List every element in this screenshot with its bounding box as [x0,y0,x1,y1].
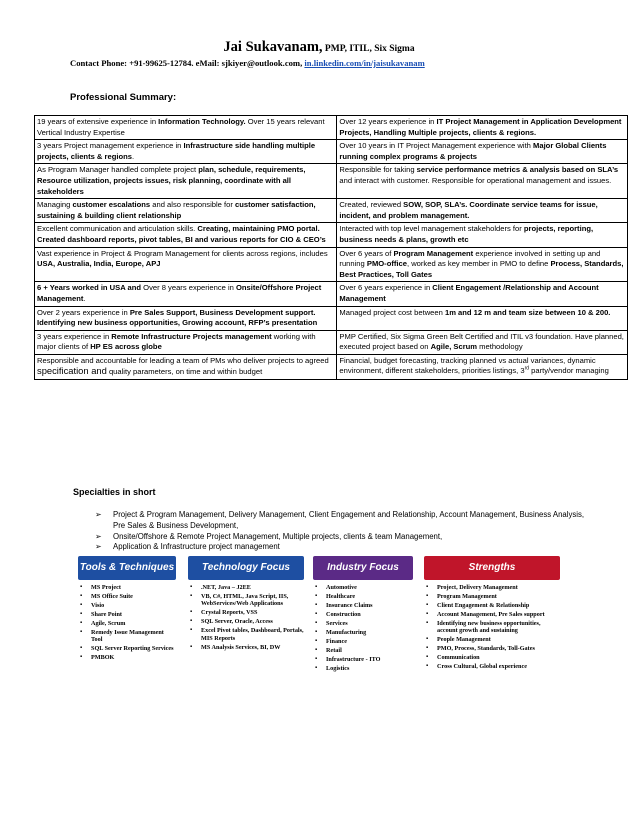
box-header: Strengths [424,556,560,580]
tools-box [78,556,176,663]
square-bullet-icon: ▪ [426,663,429,670]
summary-cell-right [337,306,628,330]
box-item-text: MS Office Suite [91,593,133,600]
cell-text: Managing [37,200,73,210]
summary-cell-right [337,164,628,199]
arrow-bullet-icon: ➢ [95,510,102,519]
summary-table [34,115,628,380]
box-item [313,611,413,618]
summary-cell-left [35,330,337,354]
summary-row [35,116,628,140]
box-header: Tools & Techniques [78,556,176,580]
candidate-name: Jai Sukavanam, [223,39,323,55]
box-item [424,620,560,635]
cell-text: 3 years experience in [37,331,112,341]
cell-text: HP ES across globe [90,342,162,352]
box-item-text: Remedy Issue Management Tool [91,629,164,644]
square-bullet-icon: ▪ [80,602,83,608]
box-item [78,611,176,618]
box-item [313,584,413,591]
box-item-list [313,584,413,672]
box-item-text: .NET, Java – J2EE [201,584,251,591]
box-item [313,647,413,654]
box-item [188,644,304,651]
box-item [313,638,413,645]
box-item-text: Services [326,620,348,627]
box-item [188,584,304,591]
cell-text: customer escalations [72,200,151,210]
summary-cell-left [35,116,337,140]
box-item-text: Crystal Reports, VSS [201,609,258,617]
box-item-text: SQL Server Reporting Services [91,645,174,653]
summary-row [35,247,628,282]
cell-text: Pre Sales Support, Business Development support. Identifying new business opportunities, Growing account, RFP’s presentation [37,307,318,328]
box-item [78,629,176,644]
cell-text: projects, reporting, business needs & plans, growth etc [339,224,594,244]
box-item [424,654,560,661]
skill-boxes [78,556,624,736]
summary-cell-right [337,140,628,164]
cell-text: Infrastructure side handling multiple projects, clients & regions [37,141,316,161]
cell-text: 19 years of extensive experience in [37,117,159,126]
industry-box [313,556,413,674]
box-item [78,602,176,609]
cell-text: and interact with customer. Responsible for operational management and issues. [339,175,612,185]
cell-text: rd [524,365,530,372]
specialty-text: Onsite/Offshore & Remote Project Management, Multiple projects, clients & team Management, [113,531,443,541]
square-bullet-icon: ▪ [426,611,429,617]
summary-cell-right [337,282,628,306]
summary-row [35,282,628,306]
box-item-list [78,584,176,662]
box-item [313,593,413,600]
box-item [188,609,304,616]
cell-text: Major Global Clients running complex programs & projects [339,141,607,161]
cell-text: Over 6 years of [339,248,394,258]
square-bullet-icon: ▪ [315,620,318,626]
credentials: PMP, ITIL, Six Sigma [322,44,415,54]
box-item-text: Manufacturing [326,629,367,636]
cell-text: As Program Manager handled complete project [37,165,199,175]
square-bullet-icon: ▪ [315,647,318,653]
cell-text: Financial, budget forecasting, tracking planned vs actual variances, dynamic environment, different stakeholders, priorities listings, 3 [339,355,596,376]
box-item [78,584,176,591]
box-item-text: PMO, Process, Standards, Toll-Gates [437,645,535,653]
square-bullet-icon: ▪ [190,593,193,599]
cell-text: Over 12 years experience in [339,117,437,126]
cell-text: Responsible for taking [339,165,417,175]
cell-text: Over 15 years relevant Vertical Industry Expertise [37,117,325,137]
cell-text: and also responsible for [150,200,235,210]
box-item [78,645,176,652]
square-bullet-icon: ▪ [80,629,83,635]
box-item-text: Share Point [91,611,122,618]
square-bullet-icon: ▪ [80,654,83,661]
arrow-bullet-icon: ➢ [95,531,102,541]
box-item-text: Automotive [326,584,357,591]
box-item-text: Insurance Claims [326,602,373,609]
box-item-text: Visio [91,602,105,609]
cell-text: customer satisfaction, sustaining & building client relationship [37,200,316,220]
strengths-box [424,556,560,672]
cell-text: Over 10 years in IT Project Management experience with [339,141,534,151]
square-bullet-icon: ▪ [315,593,318,599]
cell-text: Over 6 years experience in [339,283,433,293]
square-bullet-icon: ▪ [315,602,318,608]
summary-cell-right [337,330,628,354]
box-item [424,584,560,591]
box-header: Technology Focus [188,556,304,580]
square-bullet-icon: ▪ [80,620,83,626]
summary-row [35,330,628,354]
box-item-text: Finance [326,638,347,645]
cell-text: experience involved in setting up and running [339,248,601,269]
box-item-text: VB, C#, HTML, Java Script, IIS, WebServices/Web Applications [201,593,289,608]
cell-text: Remote Infrastructure Projects management [111,331,272,341]
box-item-text: Account Management, Pre Sales support [437,611,545,618]
cell-text: Onsite/Offshore Project Management [37,283,322,303]
square-bullet-icon: ▪ [426,645,429,652]
cell-text: Process, Standards, Best Practices, Toll Gates [339,259,624,279]
cell-text: Program Management [393,248,474,258]
box-item-text: Logistics [326,665,350,672]
cell-text: . [83,293,86,303]
specialty-text: Project & Program Management, Delivery Management, Client Engagement and Relationship, Account Management, Business Analysis, Pre Sales & Business Development, [113,510,585,530]
cell-text: Agile, Scrum [430,342,478,352]
box-item-list [188,584,304,651]
box-header: Industry Focus [313,556,413,580]
square-bullet-icon: ▪ [80,584,83,590]
summary-row [35,223,628,247]
box-item [424,663,560,670]
cell-text: Over 8 years experience in [141,283,237,293]
cell-text: Excellent communication and articulation skills. [37,224,198,234]
box-item [188,627,304,642]
cell-text: 1m and 12 m and team size between 10 & 200. [444,307,611,317]
box-item-text: Client Engagement & Relationship [437,602,530,609]
square-bullet-icon: ▪ [315,584,318,590]
cell-text: PMP Certified, Six Sigma Green Belt Certified and ITIL v3 foundation. Have planned, executed project based on [339,331,624,352]
cell-text: specification and [37,365,107,377]
cell-text: plan, schedule, requirements, Resource utilization, projects issues, risk planning, coordinate with all stakeholders [37,165,306,196]
square-bullet-icon: ▪ [426,654,429,661]
summary-cell-left [35,164,337,199]
summary-title: Professional Summary: [70,92,177,103]
box-item-text: People Management [437,636,491,644]
summary-row [35,164,628,199]
cell-text: party/vendor managing [529,366,609,376]
summary-cell-left [35,247,337,282]
summary-cell-left [35,282,337,306]
specialty-item [95,532,595,543]
summary-cell-right [337,354,628,379]
box-item [424,593,560,600]
cell-text: working with major clients of [37,331,316,352]
square-bullet-icon: ▪ [190,618,193,625]
square-bullet-icon: ▪ [80,611,83,617]
specialties-title: Specialties in short [73,487,156,497]
contact-line [70,58,425,68]
specialty-item [95,510,595,532]
box-item-text: Agile, Scrum [91,620,126,627]
summary-cell-right [337,223,628,247]
summary-cell-left [35,306,337,330]
square-bullet-icon: ▪ [426,584,429,590]
cell-text: quality parameters, on time and within budget [106,367,263,377]
technology-box [188,556,304,653]
square-bullet-icon: ▪ [426,620,429,626]
summary-cell-left [35,199,337,223]
box-item-text: MS Analysis Services, BI, DW [201,643,281,651]
cell-text: Created, reviewed [339,200,404,210]
cell-text: Client Engagement /Relationship and Account Management [339,283,599,303]
square-bullet-icon: ▪ [315,629,318,635]
cell-text: Creating, maintaining PMO portal. Created dashboard reports, pivot tables, BI and various reports for CIO & CEO’s [37,224,326,244]
cell-text: Over 2 years experience in [37,307,130,317]
box-item [78,620,176,627]
box-item-text: Project, Delivery Management [437,584,518,591]
box-item-text: Cross Cultural, Global experience [437,663,527,671]
summary-row [35,306,628,330]
square-bullet-icon: ▪ [315,638,318,644]
square-bullet-icon: ▪ [190,584,193,590]
square-bullet-icon: ▪ [190,609,193,616]
box-item-text: SQL Server, Oracle, Access [201,618,273,626]
cell-text: SOW, SOP, SLA’s. Coordinate service teams for issue, incident, and problem management. [339,200,598,220]
cell-text: 6 + Years worked in USA and [37,283,142,293]
box-item-text: Retail [326,647,342,654]
box-item [313,656,413,663]
box-item-text: Communication [437,654,480,662]
cell-text: . [131,151,135,161]
box-item [424,636,560,643]
summary-cell-right [337,247,628,282]
square-bullet-icon: ▪ [80,645,83,652]
cell-text: Responsible and accountable for leading a team of PMs who deliver projects to agreed [37,355,329,365]
cell-text: USA, Australia, India, Europe, APJ [37,259,161,269]
summary-cell-left [35,354,337,379]
summary-cell-right [337,116,628,140]
cell-text: Interacted with top level management stakeholders for [339,224,524,234]
resume-header [0,38,638,56]
square-bullet-icon: ▪ [426,636,429,643]
specialty-text: Application & Infrastructure project management [113,542,280,552]
cell-text: IT Project Management in Application Development Projects, Handling Multiple projects, clients & regions. [339,117,622,137]
box-item-text: MS Project [91,584,121,591]
specialties-list [95,510,595,553]
cell-text: , worked as key member in PMO to define [406,259,551,269]
box-item [78,593,176,600]
summary-cell-left [35,223,337,247]
box-item [188,593,304,608]
cell-text: Information Technology. [158,117,246,126]
square-bullet-icon: ▪ [190,643,193,650]
box-item-text: Infrastructure - ITO [326,656,381,663]
box-item-list [424,584,560,671]
box-item [313,620,413,627]
box-item [313,602,413,609]
summary-cell-right [337,199,628,223]
linkedin-link[interactable]: in.linkedin.com/in/jaisukavanam [304,58,425,68]
cell-text: Vast experience in Project & Program Management for clients across regions, includes [37,248,328,258]
box-item [424,645,560,652]
box-item-text: Healthcare [326,593,356,600]
square-bullet-icon: ▪ [426,602,429,608]
box-item-text: Excel Pivot tables, Dashboard, Portals, MIS Reports [201,627,304,642]
contact-text: Contact Phone: +91-99625-12784. eMail: sjkiyer@outlook.com, [70,58,303,68]
cell-text: service performance metrics & analysis based on SLA’s [416,165,619,175]
box-item-text: Identifying new business opportunities, account growth and sustaining [437,620,541,635]
box-item-text: Program Management [437,593,497,600]
box-item [424,611,560,618]
square-bullet-icon: ▪ [426,593,429,599]
arrow-bullet-icon: ➢ [95,542,102,552]
summary-row [35,199,628,223]
square-bullet-icon: ▪ [315,656,318,662]
cell-text: 3 years Project management experience in [37,141,184,151]
square-bullet-icon: ▪ [315,665,318,671]
box-item [424,602,560,609]
square-bullet-icon: ▪ [190,627,193,634]
box-item-text: Construction [326,611,361,618]
cell-text: Managed project cost between [339,307,445,317]
cell-text: PMO-office [366,259,407,269]
box-item [313,665,413,672]
box-item [188,618,304,625]
square-bullet-icon: ▪ [315,611,318,617]
box-item [313,629,413,636]
specialty-item [95,542,595,553]
square-bullet-icon: ▪ [80,593,83,599]
summary-row [35,354,628,379]
box-item-text: PMBOK [91,654,115,662]
cell-text: methodology [477,342,523,352]
box-item [78,654,176,661]
summary-row [35,140,628,164]
summary-cell-left [35,140,337,164]
